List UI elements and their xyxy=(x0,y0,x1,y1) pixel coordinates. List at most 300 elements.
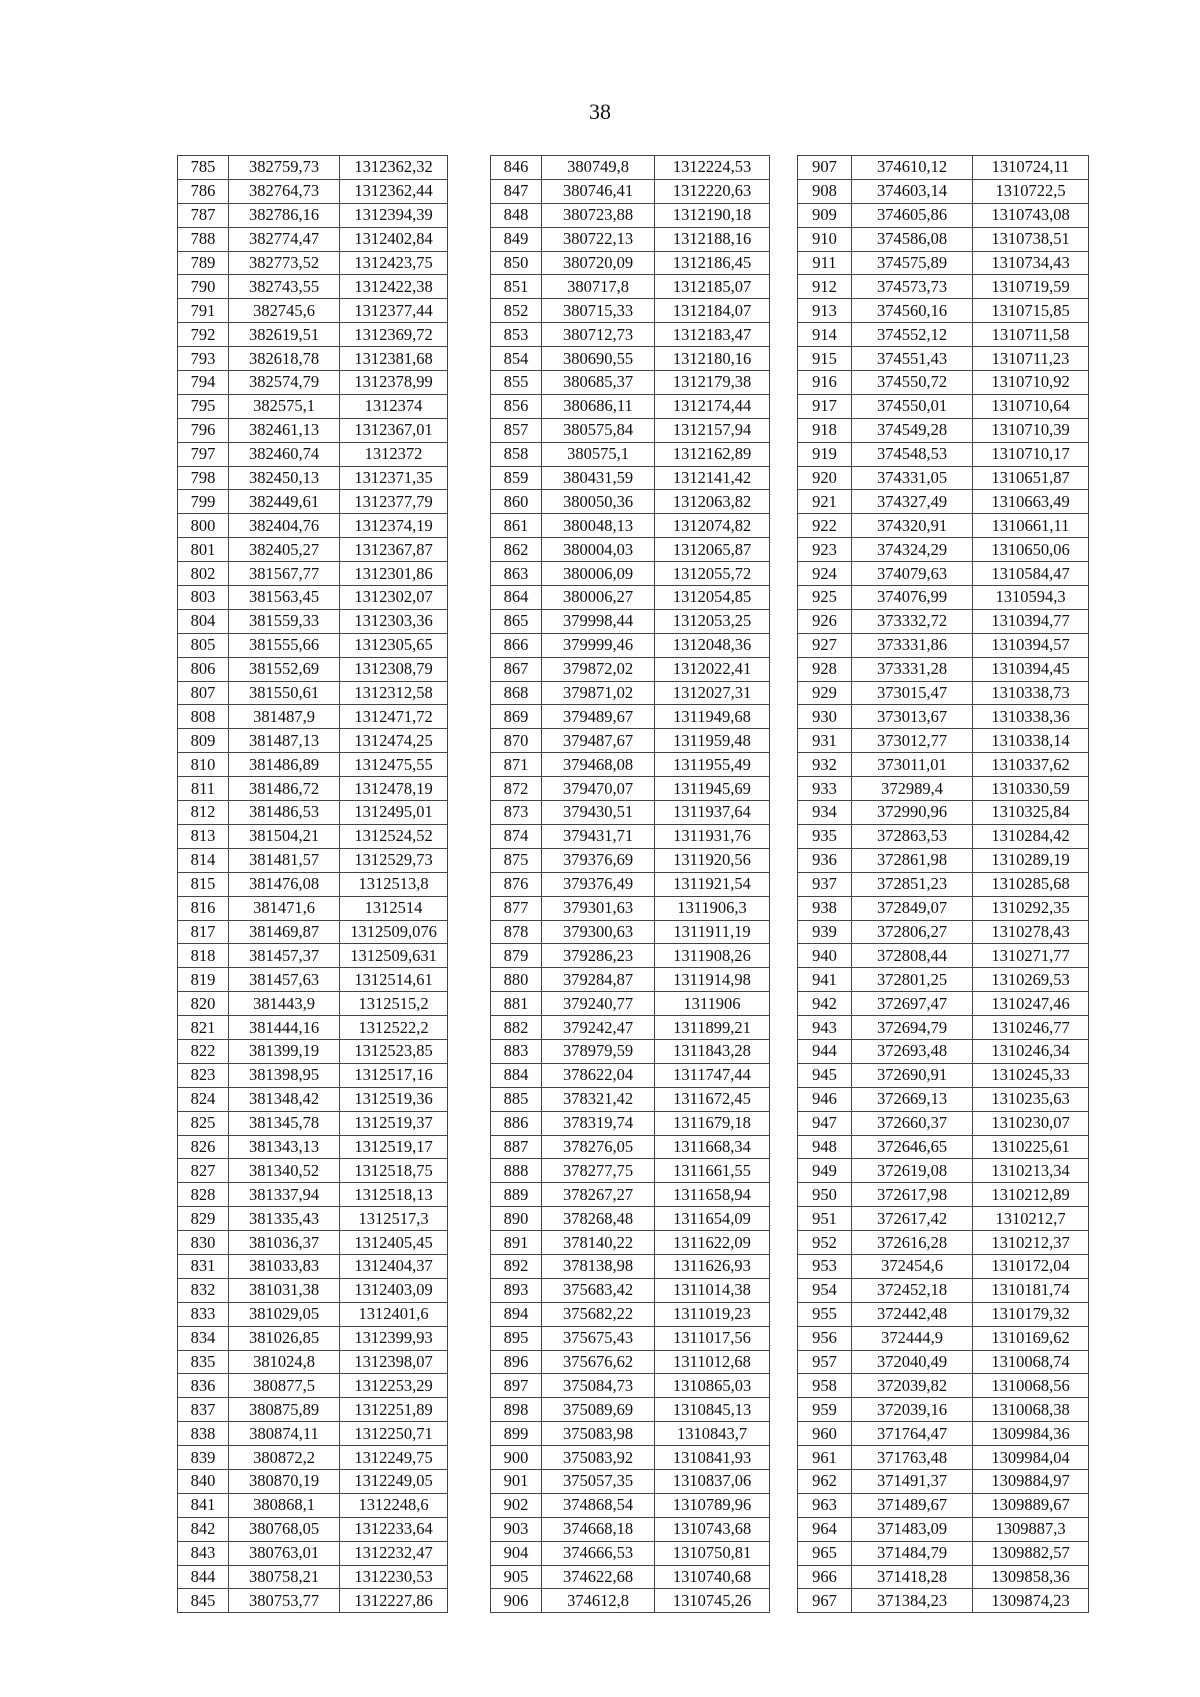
x-coordinate-cell: 372801,25 xyxy=(852,968,973,992)
point-number-cell: 929 xyxy=(798,681,852,705)
point-number-cell: 787 xyxy=(178,203,229,227)
point-number-cell: 918 xyxy=(798,418,852,442)
point-number-cell: 808 xyxy=(178,705,229,729)
point-number-cell: 816 xyxy=(178,896,229,920)
point-number-cell: 912 xyxy=(798,275,852,299)
table-row xyxy=(491,1278,770,1302)
table-row xyxy=(798,1565,1089,1589)
y-coordinate-cell: 1312220,63 xyxy=(655,179,770,203)
y-coordinate-cell: 1310212,89 xyxy=(973,1183,1089,1207)
point-number-cell: 904 xyxy=(491,1541,542,1565)
y-coordinate-cell: 1312517,3 xyxy=(340,1207,448,1231)
point-number-cell: 920 xyxy=(798,466,852,490)
x-coordinate-cell: 372616,28 xyxy=(852,1231,973,1255)
x-coordinate-cell: 382449,61 xyxy=(229,490,340,514)
point-number-cell: 837 xyxy=(178,1398,229,1422)
y-coordinate-cell: 1310841,93 xyxy=(655,1446,770,1470)
table-row xyxy=(178,1565,448,1589)
y-coordinate-cell: 1310068,74 xyxy=(973,1350,1089,1374)
point-number-cell: 946 xyxy=(798,1087,852,1111)
point-number-cell: 894 xyxy=(491,1302,542,1326)
y-coordinate-cell: 1312065,87 xyxy=(655,538,770,562)
y-coordinate-cell: 1312517,16 xyxy=(340,1063,448,1087)
y-coordinate-cell: 1311949,68 xyxy=(655,705,770,729)
table-row xyxy=(491,490,770,514)
y-coordinate-cell: 1309874,23 xyxy=(973,1589,1089,1613)
y-coordinate-cell: 1312513,8 xyxy=(340,872,448,896)
table-row xyxy=(798,657,1089,681)
y-coordinate-cell: 1309984,04 xyxy=(973,1446,1089,1470)
point-number-cell: 959 xyxy=(798,1398,852,1422)
point-number-cell: 899 xyxy=(491,1422,542,1446)
y-coordinate-cell: 1312249,75 xyxy=(340,1446,448,1470)
table-row xyxy=(798,705,1089,729)
table-row xyxy=(178,323,448,347)
table-row xyxy=(178,753,448,777)
x-coordinate-cell: 375084,73 xyxy=(542,1374,655,1398)
table-row xyxy=(491,1398,770,1422)
point-number-cell: 852 xyxy=(491,299,542,323)
y-coordinate-cell: 1312374,19 xyxy=(340,514,448,538)
point-number-cell: 832 xyxy=(178,1278,229,1302)
y-coordinate-cell: 1312381,68 xyxy=(340,347,448,371)
table-row xyxy=(178,394,448,418)
x-coordinate-cell: 379998,44 xyxy=(542,609,655,633)
table-row xyxy=(491,801,770,825)
table-row xyxy=(178,1398,448,1422)
table-row xyxy=(798,753,1089,777)
y-coordinate-cell: 1311014,38 xyxy=(655,1278,770,1302)
table-row xyxy=(491,657,770,681)
y-coordinate-cell: 1312518,75 xyxy=(340,1159,448,1183)
point-number-cell: 874 xyxy=(491,824,542,848)
point-number-cell: 943 xyxy=(798,1016,852,1040)
point-number-cell: 880 xyxy=(491,968,542,992)
y-coordinate-cell: 1311945,69 xyxy=(655,777,770,801)
table-row xyxy=(491,203,770,227)
point-number-cell: 856 xyxy=(491,394,542,418)
table-row xyxy=(178,227,448,251)
table-row xyxy=(491,1302,770,1326)
point-number-cell: 863 xyxy=(491,562,542,586)
table-row xyxy=(178,705,448,729)
y-coordinate-cell: 1311626,93 xyxy=(655,1254,770,1278)
x-coordinate-cell: 371484,79 xyxy=(852,1541,973,1565)
point-number-cell: 806 xyxy=(178,657,229,681)
table-row xyxy=(491,1374,770,1398)
point-number-cell: 922 xyxy=(798,514,852,538)
x-coordinate-cell: 375683,42 xyxy=(542,1278,655,1302)
table-row xyxy=(491,1254,770,1278)
x-coordinate-cell: 372990,96 xyxy=(852,801,973,825)
table-row xyxy=(178,1350,448,1374)
point-number-cell: 881 xyxy=(491,992,542,1016)
table-row xyxy=(798,1278,1089,1302)
x-coordinate-cell: 380686,11 xyxy=(542,394,655,418)
x-coordinate-cell: 382743,55 xyxy=(229,275,340,299)
y-coordinate-cell: 1311017,56 xyxy=(655,1326,770,1350)
table-row xyxy=(798,848,1089,872)
y-coordinate-cell: 1310650,06 xyxy=(973,538,1089,562)
point-number-cell: 811 xyxy=(178,777,229,801)
x-coordinate-cell: 375682,22 xyxy=(542,1302,655,1326)
point-number-cell: 794 xyxy=(178,371,229,395)
table-row xyxy=(798,1016,1089,1040)
y-coordinate-cell: 1310292,35 xyxy=(973,896,1089,920)
y-coordinate-cell: 1310338,73 xyxy=(973,681,1089,705)
x-coordinate-cell: 374612,8 xyxy=(542,1589,655,1613)
y-coordinate-cell: 1310285,68 xyxy=(973,872,1089,896)
table-row xyxy=(491,1159,770,1183)
x-coordinate-cell: 382774,47 xyxy=(229,227,340,251)
table-row xyxy=(491,1135,770,1159)
x-coordinate-cell: 381486,89 xyxy=(229,753,340,777)
table-row xyxy=(178,490,448,514)
table-row xyxy=(798,801,1089,825)
point-number-cell: 927 xyxy=(798,633,852,657)
point-number-cell: 884 xyxy=(491,1063,542,1087)
x-coordinate-cell: 379871,02 xyxy=(542,681,655,705)
x-coordinate-cell: 374573,73 xyxy=(852,275,973,299)
point-number-cell: 870 xyxy=(491,729,542,753)
y-coordinate-cell: 1312523,85 xyxy=(340,1039,448,1063)
x-coordinate-cell: 382575,1 xyxy=(229,394,340,418)
table-row xyxy=(798,1231,1089,1255)
table-row xyxy=(491,633,770,657)
table-row xyxy=(178,538,448,562)
y-coordinate-cell: 1311899,21 xyxy=(655,1016,770,1040)
point-number-cell: 957 xyxy=(798,1350,852,1374)
point-number-cell: 823 xyxy=(178,1063,229,1087)
y-coordinate-cell: 1310230,07 xyxy=(973,1111,1089,1135)
point-number-cell: 921 xyxy=(798,490,852,514)
y-coordinate-cell: 1310247,46 xyxy=(973,992,1089,1016)
y-coordinate-cell: 1312253,29 xyxy=(340,1374,448,1398)
y-coordinate-cell: 1312514 xyxy=(340,896,448,920)
table-row xyxy=(798,1254,1089,1278)
table-row xyxy=(798,1493,1089,1517)
point-number-cell: 869 xyxy=(491,705,542,729)
point-number-cell: 796 xyxy=(178,418,229,442)
point-number-cell: 916 xyxy=(798,371,852,395)
y-coordinate-cell: 1310584,47 xyxy=(973,562,1089,586)
x-coordinate-cell: 380006,09 xyxy=(542,562,655,586)
table-row xyxy=(178,1589,448,1613)
point-number-cell: 843 xyxy=(178,1541,229,1565)
y-coordinate-cell: 1312471,72 xyxy=(340,705,448,729)
point-number-cell: 791 xyxy=(178,299,229,323)
x-coordinate-cell: 381444,16 xyxy=(229,1016,340,1040)
y-coordinate-cell: 1312404,37 xyxy=(340,1254,448,1278)
x-coordinate-cell: 380723,88 xyxy=(542,203,655,227)
table-row xyxy=(491,227,770,251)
y-coordinate-cell: 1312188,16 xyxy=(655,227,770,251)
point-number-cell: 939 xyxy=(798,920,852,944)
y-coordinate-cell: 1312190,18 xyxy=(655,203,770,227)
y-coordinate-cell: 1310289,19 xyxy=(973,848,1089,872)
point-number-cell: 789 xyxy=(178,251,229,275)
point-number-cell: 872 xyxy=(491,777,542,801)
x-coordinate-cell: 373011,01 xyxy=(852,753,973,777)
table-row xyxy=(178,1087,448,1111)
x-coordinate-cell: 379300,63 xyxy=(542,920,655,944)
x-coordinate-cell: 372697,47 xyxy=(852,992,973,1016)
point-number-cell: 845 xyxy=(178,1589,229,1613)
y-coordinate-cell: 1311921,54 xyxy=(655,872,770,896)
point-number-cell: 822 xyxy=(178,1039,229,1063)
x-coordinate-cell: 380758,21 xyxy=(229,1565,340,1589)
table-row xyxy=(798,394,1089,418)
y-coordinate-cell: 1312184,07 xyxy=(655,299,770,323)
x-coordinate-cell: 374327,49 xyxy=(852,490,973,514)
x-coordinate-cell: 381348,42 xyxy=(229,1087,340,1111)
y-coordinate-cell: 1310394,57 xyxy=(973,633,1089,657)
y-coordinate-cell: 1310246,34 xyxy=(973,1039,1089,1063)
x-coordinate-cell: 375089,69 xyxy=(542,1398,655,1422)
y-coordinate-cell: 1310284,42 xyxy=(973,824,1089,848)
point-number-cell: 826 xyxy=(178,1135,229,1159)
point-number-cell: 937 xyxy=(798,872,852,896)
x-coordinate-cell: 372039,82 xyxy=(852,1374,973,1398)
table-row xyxy=(178,681,448,705)
point-number-cell: 850 xyxy=(491,251,542,275)
point-number-cell: 966 xyxy=(798,1565,852,1589)
table-row xyxy=(798,156,1089,180)
table-row xyxy=(178,1374,448,1398)
table-row xyxy=(798,1159,1089,1183)
y-coordinate-cell: 1310661,11 xyxy=(973,514,1089,538)
table-row xyxy=(491,1207,770,1231)
point-number-cell: 839 xyxy=(178,1446,229,1470)
x-coordinate-cell: 381335,43 xyxy=(229,1207,340,1231)
y-coordinate-cell: 1310750,81 xyxy=(655,1541,770,1565)
point-number-cell: 885 xyxy=(491,1087,542,1111)
y-coordinate-cell: 1310710,64 xyxy=(973,394,1089,418)
y-coordinate-cell: 1312372 xyxy=(340,442,448,466)
x-coordinate-cell: 374324,29 xyxy=(852,538,973,562)
table-row xyxy=(178,1493,448,1517)
table-row xyxy=(798,896,1089,920)
point-number-cell: 829 xyxy=(178,1207,229,1231)
table-row xyxy=(491,1493,770,1517)
x-coordinate-cell: 375083,92 xyxy=(542,1446,655,1470)
table-row xyxy=(178,1517,448,1541)
x-coordinate-cell: 378276,05 xyxy=(542,1135,655,1159)
point-number-cell: 919 xyxy=(798,442,852,466)
x-coordinate-cell: 381476,08 xyxy=(229,872,340,896)
y-coordinate-cell: 1309984,36 xyxy=(973,1422,1089,1446)
table-row xyxy=(798,1541,1089,1565)
table-row xyxy=(178,299,448,323)
table-row xyxy=(491,609,770,633)
table-row xyxy=(178,1207,448,1231)
y-coordinate-cell: 1309882,57 xyxy=(973,1541,1089,1565)
y-coordinate-cell: 1312478,19 xyxy=(340,777,448,801)
x-coordinate-cell: 382786,16 xyxy=(229,203,340,227)
y-coordinate-cell: 1312402,84 xyxy=(340,227,448,251)
x-coordinate-cell: 371384,23 xyxy=(852,1589,973,1613)
point-number-cell: 815 xyxy=(178,872,229,896)
y-coordinate-cell: 1312423,75 xyxy=(340,251,448,275)
x-coordinate-cell: 381486,72 xyxy=(229,777,340,801)
point-number-cell: 889 xyxy=(491,1183,542,1207)
y-coordinate-cell: 1312398,07 xyxy=(340,1350,448,1374)
table-row xyxy=(798,609,1089,633)
y-coordinate-cell: 1312233,64 xyxy=(340,1517,448,1541)
x-coordinate-cell: 380690,55 xyxy=(542,347,655,371)
y-coordinate-cell: 1310745,26 xyxy=(655,1589,770,1613)
y-coordinate-cell: 1310722,5 xyxy=(973,179,1089,203)
point-number-cell: 785 xyxy=(178,156,229,180)
table-row xyxy=(178,1016,448,1040)
point-number-cell: 847 xyxy=(491,179,542,203)
table-row xyxy=(178,729,448,753)
table-row xyxy=(491,681,770,705)
x-coordinate-cell: 379301,63 xyxy=(542,896,655,920)
table-row xyxy=(491,1016,770,1040)
table-row xyxy=(491,920,770,944)
point-number-cell: 928 xyxy=(798,657,852,681)
x-coordinate-cell: 374320,91 xyxy=(852,514,973,538)
page-number: 38 xyxy=(589,99,611,124)
table-row xyxy=(798,323,1089,347)
y-coordinate-cell: 1312422,38 xyxy=(340,275,448,299)
point-number-cell: 871 xyxy=(491,753,542,777)
point-number-cell: 951 xyxy=(798,1207,852,1231)
x-coordinate-cell: 375676,62 xyxy=(542,1350,655,1374)
y-coordinate-cell: 1312302,07 xyxy=(340,586,448,610)
table-row xyxy=(491,538,770,562)
table-row xyxy=(491,872,770,896)
y-coordinate-cell: 1312251,89 xyxy=(340,1398,448,1422)
x-coordinate-cell: 382574,79 xyxy=(229,371,340,395)
point-number-cell: 923 xyxy=(798,538,852,562)
coordinates-table-2 xyxy=(490,155,770,1613)
x-coordinate-cell: 372040,49 xyxy=(852,1350,973,1374)
y-coordinate-cell: 1310269,53 xyxy=(973,968,1089,992)
table-row xyxy=(798,777,1089,801)
y-coordinate-cell: 1312063,82 xyxy=(655,490,770,514)
x-coordinate-cell: 372806,27 xyxy=(852,920,973,944)
y-coordinate-cell: 1310169,62 xyxy=(973,1326,1089,1350)
point-number-cell: 848 xyxy=(491,203,542,227)
y-coordinate-cell: 1312248,6 xyxy=(340,1493,448,1517)
table-row xyxy=(178,442,448,466)
table-row xyxy=(178,1302,448,1326)
table-row xyxy=(178,347,448,371)
point-number-cell: 793 xyxy=(178,347,229,371)
y-coordinate-cell: 1312074,82 xyxy=(655,514,770,538)
x-coordinate-cell: 380877,5 xyxy=(229,1374,340,1398)
point-number-cell: 967 xyxy=(798,1589,852,1613)
point-number-cell: 893 xyxy=(491,1278,542,1302)
point-number-cell: 842 xyxy=(178,1517,229,1541)
y-coordinate-cell: 1310245,33 xyxy=(973,1063,1089,1087)
table-row xyxy=(178,1183,448,1207)
y-coordinate-cell: 1312185,07 xyxy=(655,275,770,299)
table-row xyxy=(491,1350,770,1374)
x-coordinate-cell: 372693,48 xyxy=(852,1039,973,1063)
y-coordinate-cell: 1310710,17 xyxy=(973,442,1089,466)
x-coordinate-cell: 380715,33 xyxy=(542,299,655,323)
x-coordinate-cell: 375083,98 xyxy=(542,1422,655,1446)
x-coordinate-cell: 381036,37 xyxy=(229,1231,340,1255)
table-row xyxy=(491,1326,770,1350)
table-row xyxy=(798,992,1089,1016)
table-row xyxy=(798,251,1089,275)
table-row xyxy=(491,586,770,610)
x-coordinate-cell: 381345,78 xyxy=(229,1111,340,1135)
point-number-cell: 948 xyxy=(798,1135,852,1159)
x-coordinate-cell: 378321,42 xyxy=(542,1087,655,1111)
x-coordinate-cell: 380874,11 xyxy=(229,1422,340,1446)
x-coordinate-cell: 373332,72 xyxy=(852,609,973,633)
y-coordinate-cell: 1312475,55 xyxy=(340,753,448,777)
point-number-cell: 934 xyxy=(798,801,852,825)
table-row xyxy=(798,1039,1089,1063)
point-number-cell: 834 xyxy=(178,1326,229,1350)
table-row xyxy=(491,968,770,992)
point-number-cell: 911 xyxy=(798,251,852,275)
table-row xyxy=(798,1207,1089,1231)
point-number-cell: 868 xyxy=(491,681,542,705)
point-number-cell: 945 xyxy=(798,1063,852,1087)
y-coordinate-cell: 1312027,31 xyxy=(655,681,770,705)
point-number-cell: 797 xyxy=(178,442,229,466)
point-number-cell: 857 xyxy=(491,418,542,442)
x-coordinate-cell: 374331,05 xyxy=(852,466,973,490)
point-number-cell: 830 xyxy=(178,1231,229,1255)
x-coordinate-cell: 381481,57 xyxy=(229,848,340,872)
x-coordinate-cell: 372861,98 xyxy=(852,848,973,872)
table-row xyxy=(491,251,770,275)
point-number-cell: 933 xyxy=(798,777,852,801)
point-number-cell: 958 xyxy=(798,1374,852,1398)
point-number-cell: 914 xyxy=(798,323,852,347)
point-number-cell: 812 xyxy=(178,801,229,825)
y-coordinate-cell: 1310394,45 xyxy=(973,657,1089,681)
x-coordinate-cell: 380722,13 xyxy=(542,227,655,251)
table-row xyxy=(491,394,770,418)
x-coordinate-cell: 381024,8 xyxy=(229,1350,340,1374)
x-coordinate-cell: 378138,98 xyxy=(542,1254,655,1278)
table-row xyxy=(798,968,1089,992)
y-coordinate-cell: 1312377,79 xyxy=(340,490,448,514)
point-number-cell: 900 xyxy=(491,1446,542,1470)
x-coordinate-cell: 379999,46 xyxy=(542,633,655,657)
table-row xyxy=(491,1063,770,1087)
point-number-cell: 936 xyxy=(798,848,852,872)
x-coordinate-cell: 374668,18 xyxy=(542,1517,655,1541)
y-coordinate-cell: 1311959,48 xyxy=(655,729,770,753)
x-coordinate-cell: 378267,27 xyxy=(542,1183,655,1207)
y-coordinate-cell: 1310845,13 xyxy=(655,1398,770,1422)
table-row xyxy=(798,586,1089,610)
point-number-cell: 931 xyxy=(798,729,852,753)
point-number-cell: 953 xyxy=(798,1254,852,1278)
x-coordinate-cell: 372454,6 xyxy=(852,1254,973,1278)
x-coordinate-cell: 380717,8 xyxy=(542,275,655,299)
y-coordinate-cell: 1310225,61 xyxy=(973,1135,1089,1159)
y-coordinate-cell: 1312312,58 xyxy=(340,681,448,705)
table-row xyxy=(798,442,1089,466)
x-coordinate-cell: 381029,05 xyxy=(229,1302,340,1326)
point-number-cell: 873 xyxy=(491,801,542,825)
y-coordinate-cell: 1312474,25 xyxy=(340,729,448,753)
point-number-cell: 964 xyxy=(798,1517,852,1541)
coordinates-table-3 xyxy=(797,155,1089,1613)
x-coordinate-cell: 382461,13 xyxy=(229,418,340,442)
